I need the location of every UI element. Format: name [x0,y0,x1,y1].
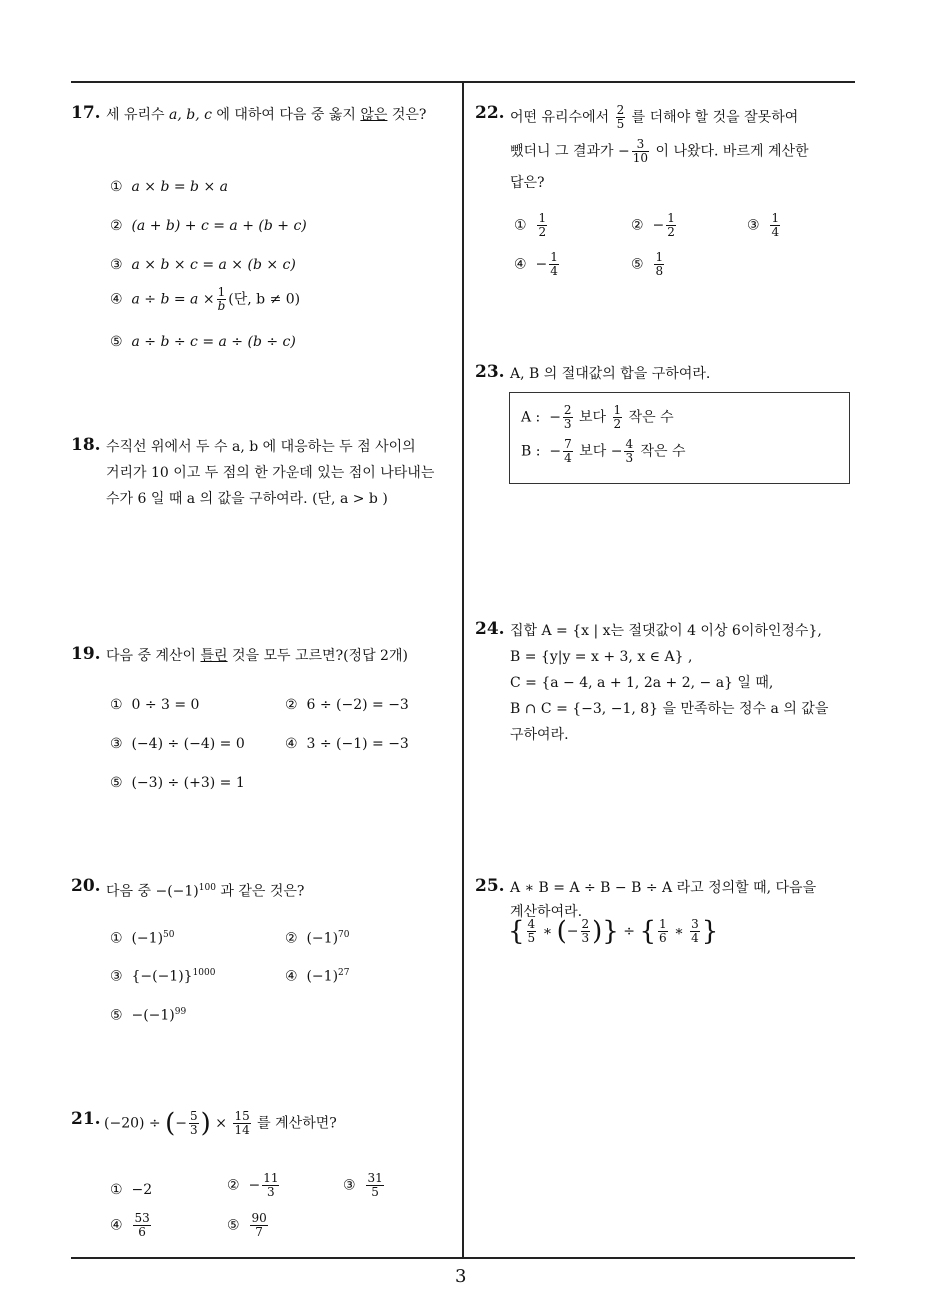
q24-line-5: 구하여라. [510,727,569,743]
q21-number: 21. [71,1109,101,1129]
q21-option-4[interactable]: ④ $\frac{53}{6}$ [110,1211,150,1239]
q18-number: 18. [71,435,101,455]
q21-option-5[interactable]: ⑤ $\frac{90}{7}$ [227,1211,267,1239]
page-number: 3 [455,1266,467,1287]
q22-line-1: 어떤 유리수에서 $\frac{2}{5}$ 를 더해야 할 것을 잘못하여 [510,103,799,131]
q18-line-3: 수가 6 일 때 a 의 값을 구하여라. (단, a > b ) [106,491,388,507]
column-divider [462,82,464,1259]
q20-option-1[interactable]: ① $(-1)^{50}$ [110,930,175,947]
q25-line-2: 계산하여라. [510,904,583,920]
q17-option-3[interactable]: ③ a × b × c = a × (b × c) [110,257,296,273]
q19-number: 19. [71,644,101,664]
q24-line-3: C = {a − 4, a + 1, 2a + 2, − a} 일 때, [510,675,774,691]
q22-option-5[interactable]: ⑤ $\frac{1}{8}$ [631,250,664,278]
q21-option-3[interactable]: ③ $\frac{31}{5}$ [343,1171,383,1199]
q24-number: 24. [475,619,505,639]
q17-option-1[interactable]: ① a × b = b × a [110,179,228,195]
q17-option-4[interactable]: ④ a ÷ b = a × $\frac{1}{b}$ (단, b ≠ 0) [110,285,301,313]
q17-option-5[interactable]: ⑤ a ÷ b ÷ c = a ÷ (b ÷ c) [110,334,296,350]
q19-option-1[interactable]: ① 0 ÷ 3 = 0 [110,697,200,713]
q20-option-2[interactable]: ② $(-1)^{70}$ [285,930,350,947]
q24-line-1: 집합 A = {x | x는 절댓값이 4 이상 6이하인정수}, [510,623,822,639]
q24-line-4: B ∩ C = {−3, −1, 8} 을 만족하는 정수 a 의 값을 [510,701,829,717]
q23-number: 23. [475,362,505,382]
q18-line-2: 거리가 10 이고 두 점의 한 가운데 있는 점이 나타내는 [106,465,435,481]
q22-line-3: 답은? [510,175,545,191]
q17-number: 17. [71,103,101,123]
q19-option-3[interactable]: ③ (−4) ÷ (−4) = 0 [110,736,245,752]
q23-row-a: A : − $\frac{2}{3}$ 보다 $\frac{1}{2}$ 작은 수 [521,403,674,431]
q20-option-4[interactable]: ④ $(-1)^{27}$ [285,968,350,985]
q17-option-2[interactable]: ② (a + b) + c = a + (b + c) [110,218,307,234]
q22-option-4[interactable]: ④ − $\frac{1}{4}$ [514,250,558,278]
q21-option-2[interactable]: ② − $\frac{11}{3}$ [227,1171,279,1199]
q22-number: 22. [475,103,505,123]
bottom-rule [71,1257,855,1259]
q22-option-2[interactable]: ② − $\frac{1}{2}$ [631,211,675,239]
q22-option-1[interactable]: ① $\frac{1}{2}$ [514,211,547,239]
q23-stem: A, B 의 절대값의 합을 구하여라. [510,366,711,382]
q17-stem: 세 유리수 a, b, c 에 대하여 다음 중 옳지 않은 것은? [106,107,427,123]
q19-option-5[interactable]: ⑤ (−3) ÷ (+3) = 1 [110,775,245,791]
q21-option-1[interactable]: ① −2 [110,1182,153,1198]
q25-expression: { $\frac{4}{5}$ ∗ (− $\frac{2}{3}$ )} ÷ { $\frac{1}{6}$ ∗ $\frac{3}{4}$ } [508,916,719,947]
q24-line-2: B = {y|y = x + 3, x ∈ A} , [510,649,693,665]
q19-stem: 다음 중 계산이 틀린 것을 모두 고르면?(정답 2개) [106,648,408,664]
q21-stem: (−20) ÷ (− $\frac{5}{3}$ ) × $\frac{15}{14}$ 를 계산하면? [104,1108,337,1139]
q20-number: 20. [71,876,101,896]
q20-option-3[interactable]: ③ $\{-(-1)\}^{1000}$ [110,968,216,985]
q20-stem: 다음 중 $-(-1)^{100}$ 과 같은 것은? [106,883,305,900]
q25-line-1: A ∗ B = A ÷ B − B ÷ A 라고 정의할 때, 다음을 [510,880,817,896]
q23-row-b: B : − $\frac{7}{4}$ 보다 − $\frac{4}{3}$ 작은 수 [521,437,686,465]
q25-number: 25. [475,876,505,896]
q22-line-2: 뺐더니 그 결과가 − $\frac{3}{10}$ 이 나왔다. 바르게 계산한 [510,137,809,165]
q18-line-1: 수직선 위에서 두 수 a, b 에 대응하는 두 점 사이의 [106,439,416,455]
q19-option-4[interactable]: ④ 3 ÷ (−1) = −3 [285,736,409,752]
q22-option-3[interactable]: ③ $\frac{1}{4}$ [747,211,780,239]
q20-option-5[interactable]: ⑤ $-(-1)^{99}$ [110,1007,187,1024]
q19-option-2[interactable]: ② 6 ÷ (−2) = −3 [285,697,409,713]
